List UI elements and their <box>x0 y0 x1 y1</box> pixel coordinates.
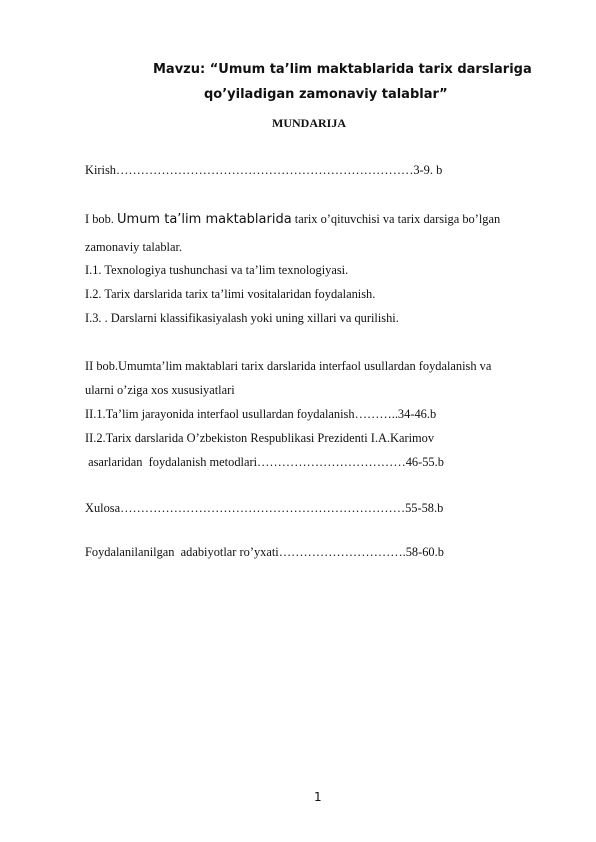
chapter-1-prefix: I bob. <box>85 212 118 226</box>
chapter-1-rest: tarix o’qituvchisi va tarix darsiga bo’lgan <box>291 212 501 226</box>
document-title-line-2: qo’yiladigan zamonaviy talablar” <box>204 87 448 102</box>
toc-item-2-1: II.1.Ta’lim jarayonida interfaol usullardan foydalanish………..34-46.b <box>85 407 437 421</box>
toc-entry-adabiyotlar: Foydalanilanilgan adabiyotlar ro’yxati………………………….58-60.b <box>85 545 444 559</box>
toc-chapter-1-line-2: zamonaviy talablar. <box>85 240 183 254</box>
toc-chapter-2-line-2: ularni o’ziga xos xususiyatlari <box>85 383 235 397</box>
document-title-line-1: Mavzu: “Umum ta’lim maktablarida tarix darslariga <box>153 62 532 77</box>
contents-heading: MUNDARIJA <box>272 116 346 130</box>
toc-item-2-2-line-1: II.2.Tarix darslarida O’zbekiston Respublikasi Prezidenti I.A.Karimov <box>85 431 435 445</box>
toc-item-1-3: I.3. . Darslarni klassifikasiyalash yoki uning xillari va qurilishi. <box>85 311 399 325</box>
toc-entry-xulosa: Xulosa……………………………………………………………55-58.b <box>85 501 444 515</box>
page-number: 1 <box>314 790 322 804</box>
toc-item-2-2-line-2: asarlaridan foydalanish metodlari………………………………46-55.b <box>85 455 444 469</box>
toc-item-1-1: I.1. Texnologiya tushunchasi va ta’lim texnologiyasi. <box>85 263 349 277</box>
toc-entry-kirish: Kirish………………………………………………………………3-9. b <box>85 163 443 177</box>
toc-chapter-2-line-1: II bob.Umumta’lim maktablari tarix darslarida interfaol usullardan foydalanish va <box>85 359 492 373</box>
toc-chapter-1-line-1 <box>85 212 500 227</box>
toc-item-1-2: I.2. Tarix darslarida tarix ta’limi vositalaridan foydalanish. <box>85 287 376 301</box>
chapter-1-highlight: Umum ta’lim maktablarida <box>117 212 292 227</box>
